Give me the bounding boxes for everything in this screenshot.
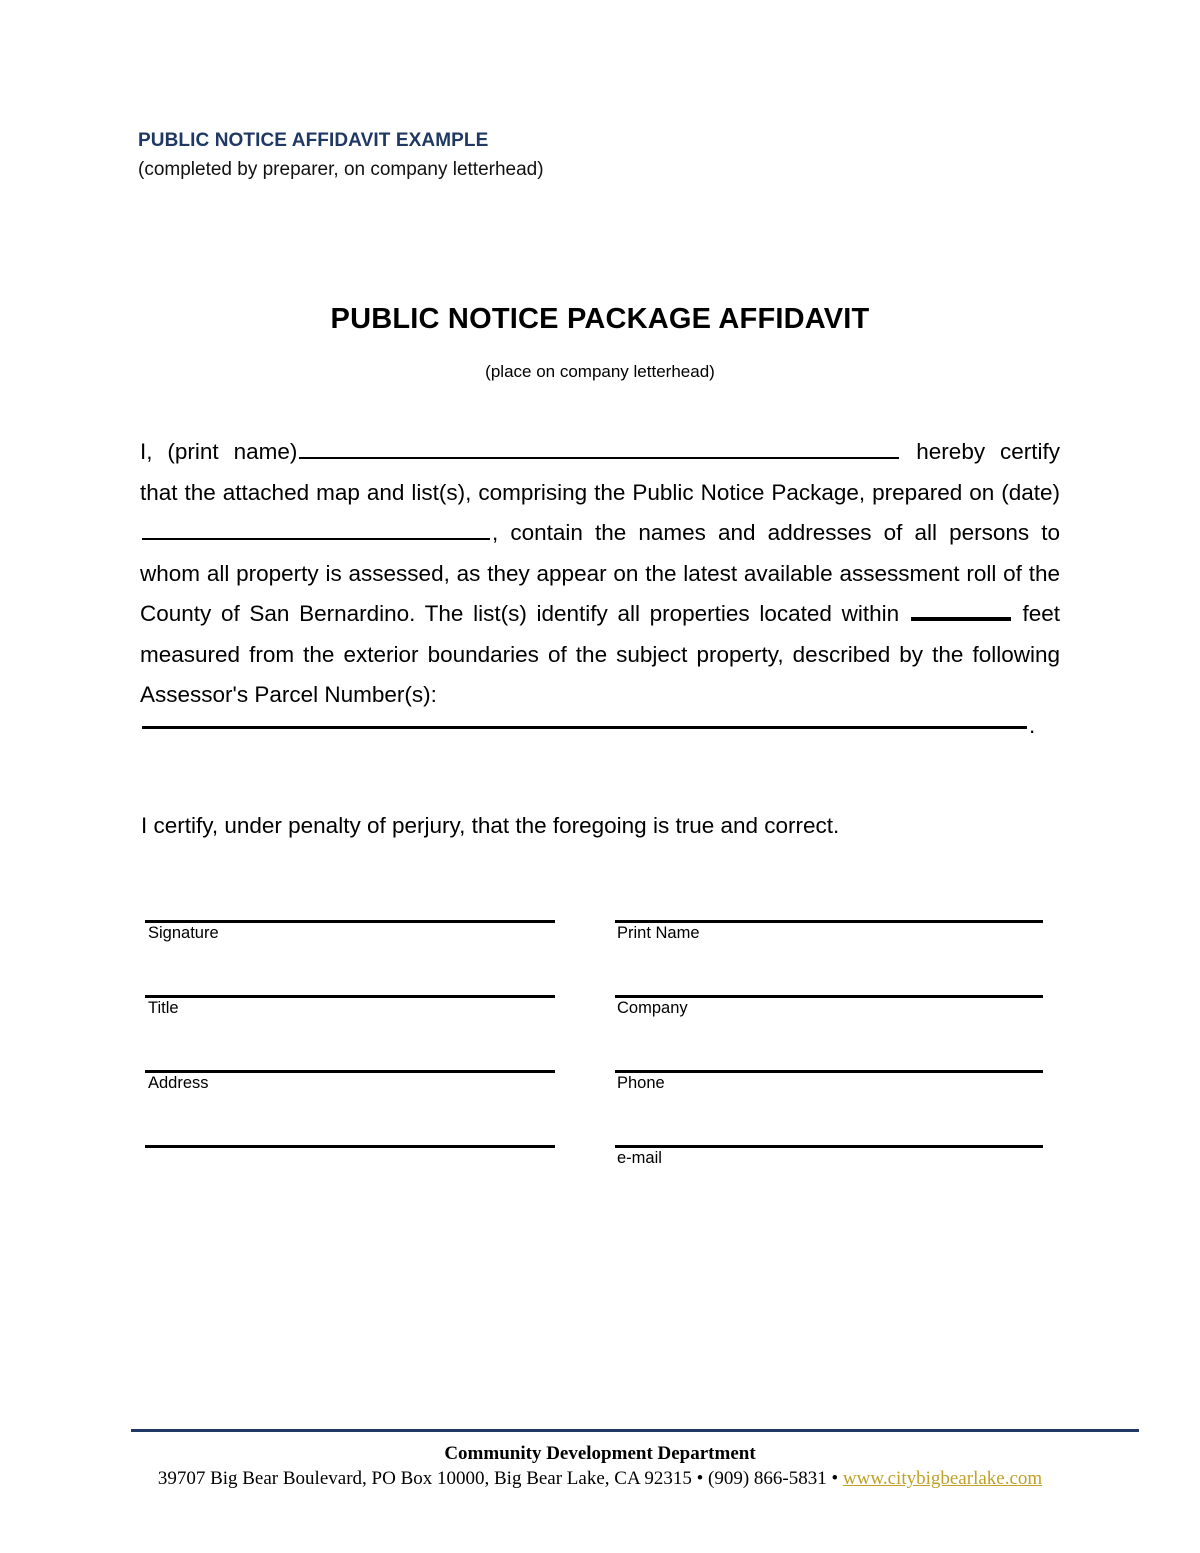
body-segment-2: hereby certify that the attached map and list(s), comprising the Public Notice Package, prepared on (date) xyxy=(140,439,1060,505)
company-input-line[interactable] xyxy=(615,995,1043,998)
footer-address-line xyxy=(0,1466,1200,1492)
email-input-line[interactable] xyxy=(615,1145,1043,1148)
footer-address-text: 39707 Big Bear Boulevard, PO Box 10000, Big Bear Lake, CA 92315 • (909) 866-5831 • xyxy=(157,1468,843,1489)
phone-label: Phone xyxy=(617,1074,665,1092)
example-header-subtitle: (completed by preparer, on company letterhead) xyxy=(138,159,544,180)
body-segment-3: , contain the names and addresses of all persons to whom all property is assessed, as they appear on the latest available assessment roll of the County of San Bernardino. The list(s) identify all properties located within xyxy=(140,520,1060,626)
page-title: PUBLIC NOTICE PACKAGE AFFIDAVIT xyxy=(330,303,870,335)
footer-organization: Community Development Department xyxy=(444,1443,756,1464)
page-footer xyxy=(0,1441,1200,1492)
parcel-number-period: . xyxy=(1029,713,1036,738)
print-name-blank[interactable] xyxy=(299,435,899,459)
affidavit-body xyxy=(140,432,1060,716)
address-line2-input-line[interactable] xyxy=(145,1145,555,1148)
signature-label: Signature xyxy=(148,924,219,942)
address-input-line[interactable] xyxy=(145,1070,555,1073)
page-subtitle: (place on company letterhead) xyxy=(485,362,715,381)
signature-input-line[interactable] xyxy=(145,920,555,923)
title-input-line[interactable] xyxy=(145,995,555,998)
title-label: Title xyxy=(148,999,179,1017)
certification-statement: I certify, under penalty of perjury, that the foregoing is true and correct. xyxy=(141,813,840,838)
parcel-number-blank[interactable] xyxy=(142,726,1027,729)
body-segment-1: I, (print name) xyxy=(140,439,298,464)
affidavit-paragraph xyxy=(140,432,1060,716)
address-label: Address xyxy=(148,1074,209,1092)
date-blank[interactable] xyxy=(142,516,490,540)
print-name-input-line[interactable] xyxy=(615,920,1043,923)
example-header xyxy=(138,128,1038,184)
footer-website-link[interactable]: www.citybigbearlake.com xyxy=(842,1468,1043,1489)
body-segment-4: feet measured from the exterior boundaries of the subject property, described by the following Assessor's Parcel Number(s): xyxy=(140,601,1060,707)
distance-feet-blank[interactable] xyxy=(911,597,1011,621)
example-header-title: PUBLIC NOTICE AFFIDAVIT EXAMPLE xyxy=(138,130,489,151)
company-label: Company xyxy=(617,999,688,1017)
email-label: e-mail xyxy=(617,1149,662,1167)
phone-input-line[interactable] xyxy=(615,1070,1043,1073)
footer-divider xyxy=(131,1429,1139,1432)
print-name-label: Print Name xyxy=(617,924,700,942)
